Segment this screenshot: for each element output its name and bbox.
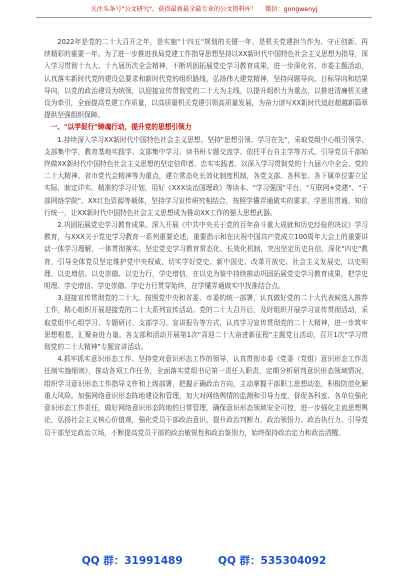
header-rule xyxy=(36,17,372,18)
promo-text: 关注头条号"公文研究"，获得最新最全最专业的公文资料库！ xyxy=(90,6,258,13)
paragraph-2: 2.巩固拓展党史学习教育成果。深入开展《中共中央关于党的百年奋斗重大成就和历史经验的决议》学习教育，与XXX关于党史学习教育一系列重要论述，重要指示和在庆祝中国共产党成立100周年大会上的重要讲话一体学习理解，一体贯彻落实。坚定党史学习教育常态化、长效化机制，突出坚定历史自信，深化"四史"教育，引导全体党员坚定维护党中央权威，切实学好党史、新中国史、改革开放史、社会主义发展史，以史明理、以史增信、以史崇德、以史力行，学史增信，在以史为鉴中持续推动巩固拓展党史学习教育成果，把学史明理、学史增信、学史崇德、学史力行贯穿始终，在学懂弄通做实中找准结合点。 xyxy=(44,221,368,291)
wechat-id: 微信：gongwenyj xyxy=(265,6,318,13)
qq-group-1: QQ 群：31991489 xyxy=(81,555,183,567)
paragraph-3: 3.迎接宣传贯彻党的二十大。按照党中央和省委、市委的统一部署，认真做好党的二十大代表候选人推荐工作，精心组织开展迎接党的二十大系列宣传活动。党的二十大召开后，及时组织开展学习宣传贯彻活动，采取党组中心组学习、专题研讨、支部学习、宣讲报告等方式，认真学习宣传贯彻党的二十大精神，进一步筑牢思想根基，汇聚奋进力量。各支部和活动开展第1次"喜迎二十大奋进新征程"主题党日活动，召开1次"学习贯彻党的二十大精神"专题宣讲活动。 xyxy=(44,294,368,352)
paragraph-intro: 2022年是党的二十大召开之年，是实施"十四五"规划的关键一年，是机关党建担当作为、守正创新、再续精彩的重要一年。为了进一步推进我局党建工作指导思想坚持以XX新时代中国特色社会主义思想为指导，深入学习贯彻十九大、十九届历次全会精神，不断巩固拓展党史学习教育成果，进一步深化省、市委主题活动，认真落实新时代党的建设总要求和新时代党的组织路线，弘扬伟大建党精神，坚持问题导向、目标导向和结果导向，以党的政治建设为统领，以迎接宣传贯彻党的二十大为主线，以提升组织力为重点，以推进清廉机关建设为牵引，全面提高党建工作质量，以高质量机关党建引领高质量发展，为奋力谱写XX新时代追赶超越新篇章提供坚强组织保障。 xyxy=(44,38,368,120)
paragraph-1: 1.持续深入学习XX新时代中国特色社会主义思想。坚持"思想引领、学习在先"，采取党组中心组引领学、支部集中学，教育基地实践学、支部集中学习、读书班专题交流学、依托平台自主学等方式，引导党员干部始终做XX新时代中国特色社会主义思想的坚定信仰者、忠实实践者。以深入学习贯彻党的十九届六中全会、党的二十大精神、省市党代会精神等为重点，建立常态化长效化制度机制，各党支部、各科室、各下属单位要立足实际，制定详实、精准的学习计划，用好《XXX谈治国理政》等读本、"学习强国"平台、"互联网+党建"、"干部网络学院"、XX红色资源等载体，坚持学习宣传研究相结合，按照学懂弄通做实的要求，学思用贯通、知信行统一，让XX新时代中国特色社会主义思想成为推动XX工作的强大思想武器。 xyxy=(44,135,368,217)
paragraph-4: 4.抓牢抓实意识形态工作。坚持党对意识形态工作的领导，认真贯彻市委《党委（党组）意识形态工作责任制实施细则》，推动各项工作任务，全面落实党组书记第一责任人职责，定期分析研判意识形态领域情况，组织学习意识形态工作指导文件和上级部署，把握正确政治方向，主动掌握干部职工思想动态，积极防范化解重大风险。加强网络意识形态阵地建设和管理，加大对网络舆情的监测和引导力度，督促各科室、各单位强化意识形态工作责任，做好网络意识形态阵地的日常管理，确保意识形态领域安全可控，进一步强化主流思想舆论，弘扬社会主义核心价值观，强化党员干部政治意识，提升政治判断力、政治领悟力、政治执行力，引导党员干部坚定政治立场，不断提高党员干部的政治敏锐性和政治鉴别力，始终保持政治定力和政治清醒。 xyxy=(44,355,368,437)
promo-header xyxy=(28,3,380,17)
qq-group-2: QQ 群：535304092 xyxy=(218,555,327,567)
section-heading: 一、"以学促行"铸魂行动，提升党的思想引领力 xyxy=(50,123,192,132)
document-body xyxy=(44,36,368,538)
qq-footer xyxy=(0,550,408,572)
